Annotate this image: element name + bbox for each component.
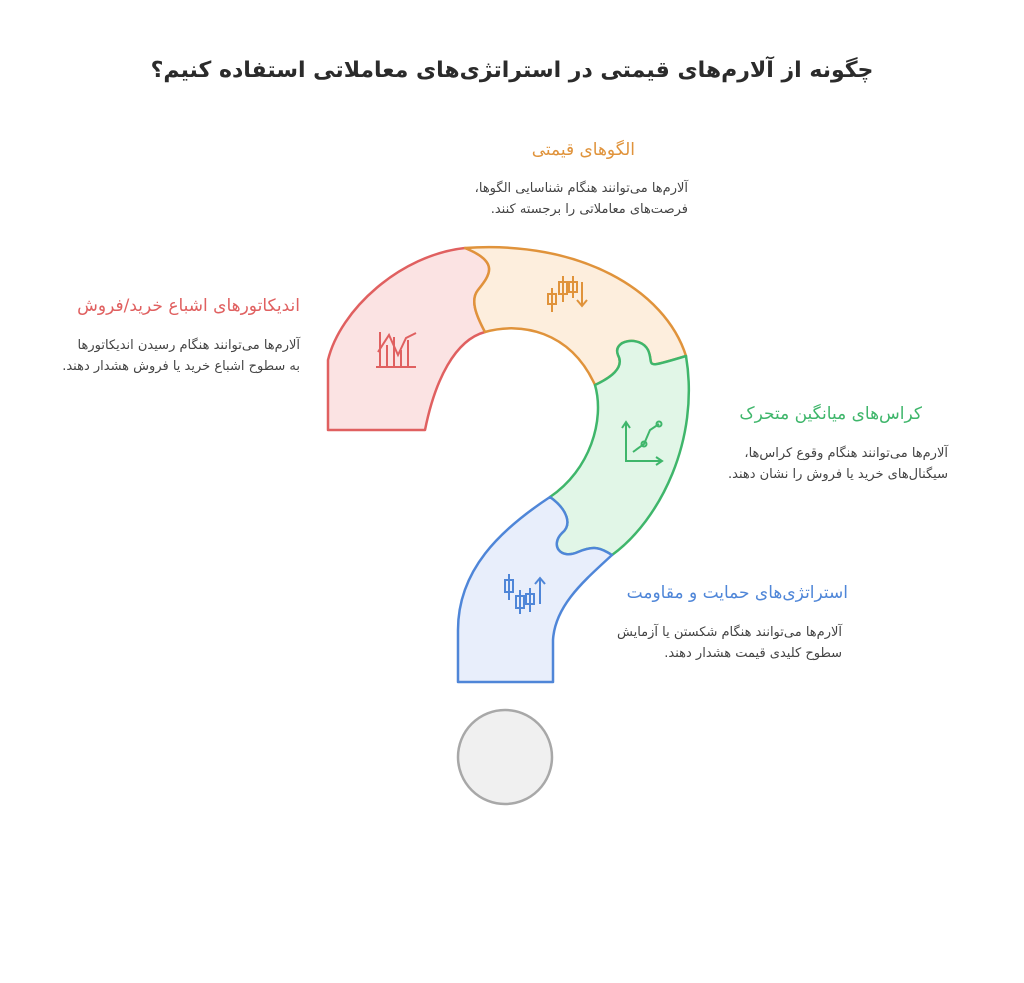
page-title: چگونه از آلارم‌های قیمتی در استراتژی‌های معاملاتی استفاده کنیم؟ (150, 58, 874, 83)
support-resistance-desc-line2: سطوح کلیدی قیمت هشدار دهند. (664, 646, 842, 661)
price-patterns-label: الگوهای قیمتی (531, 140, 635, 160)
moving-average-cross-label: کراس‌های میانگین متحرک (739, 404, 922, 424)
support-resistance-description (590, 622, 842, 664)
overbought-oversold-desc-line1: آلارم‌ها می‌توانند هنگام رسیدن اندیکاتورها (77, 338, 300, 353)
question-mark-dot (458, 710, 552, 804)
moving-average-cross-desc-line2: سیگنال‌های خرید یا فروش را نشان دهند. (727, 467, 948, 482)
support-resistance-label: استراتژی‌های حمایت و مقاومت (626, 583, 848, 603)
support-resistance-desc-line1: آلارم‌ها می‌توانند هنگام شکستن یا آزمایش (617, 625, 842, 640)
moving-average-cross-desc-line1: آلارم‌ها می‌توانند هنگام وقوع کراس‌ها، (744, 446, 948, 461)
overbought-oversold-label: اندیکاتورهای اشباع خرید/فروش (77, 296, 300, 316)
overbought-oversold-desc-line2: به سطوح اشباع خرید یا فروش هشدار دهند. (62, 359, 300, 374)
overbought-oversold-segment (328, 248, 489, 430)
price-patterns-desc-line1: آلارم‌ها می‌توانند هنگام شناسایی الگوها، (474, 181, 688, 196)
moving-average-cross-description (700, 443, 948, 485)
price-patterns-description (420, 178, 688, 220)
moving-average-cross-segment (550, 341, 689, 555)
price-patterns-desc-line2: فرصت‌های معاملاتی را برجسته کنند. (490, 202, 688, 217)
overbought-oversold-description (30, 335, 300, 377)
